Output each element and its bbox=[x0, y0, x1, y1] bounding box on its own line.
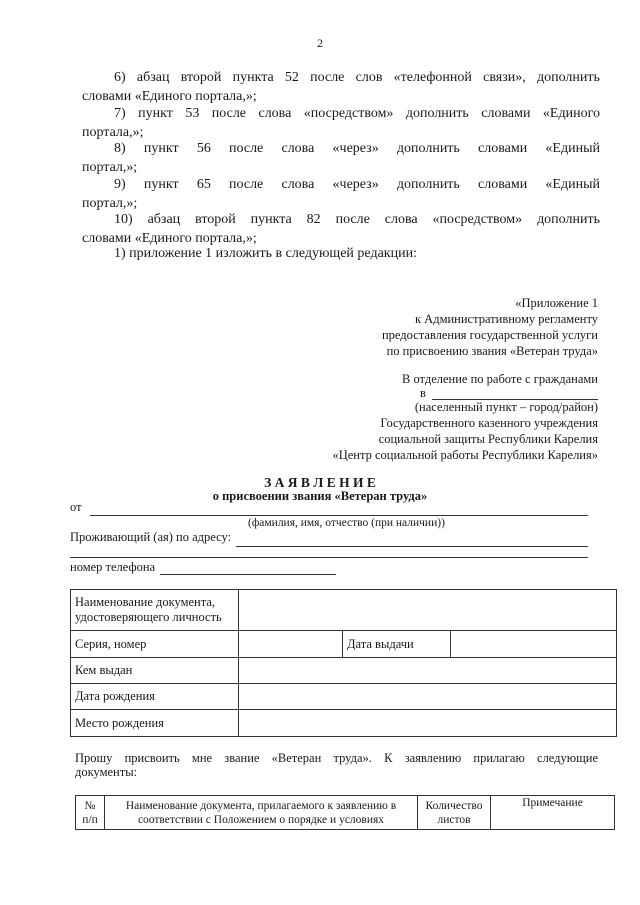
cell-issued-by: Кем выдан bbox=[71, 658, 239, 684]
word: слова bbox=[258, 106, 292, 121]
word: абзац bbox=[136, 70, 170, 85]
name-hint: (фамилия, имя, отчество (при наличии)) bbox=[248, 517, 445, 529]
phone-line bbox=[160, 574, 336, 575]
cell-issue-date: Дата выдачи bbox=[343, 631, 451, 658]
word: пункта bbox=[232, 70, 274, 85]
documents-table bbox=[75, 795, 615, 830]
word: дополнить bbox=[396, 141, 460, 156]
word: звание bbox=[224, 751, 260, 765]
word: дополнить bbox=[537, 212, 600, 227]
word: заявлению bbox=[404, 751, 462, 765]
cell-issue-date-value bbox=[451, 631, 617, 658]
item-number: 8) bbox=[114, 141, 126, 156]
addressee-in: в bbox=[420, 386, 426, 400]
item-8-line2: портал,»; bbox=[82, 160, 138, 175]
identity-table bbox=[70, 589, 617, 737]
word: слов bbox=[355, 70, 383, 85]
header-note: Примечание bbox=[491, 796, 615, 830]
request-line2: документы: bbox=[75, 765, 138, 779]
word: после bbox=[229, 177, 264, 192]
cell-series-value bbox=[239, 631, 343, 658]
word: после bbox=[335, 212, 370, 227]
table-row bbox=[71, 590, 617, 631]
word: «Ветеран bbox=[271, 751, 322, 765]
word: связи», bbox=[483, 70, 526, 85]
address-label: Проживающий (ая) по адресу: bbox=[70, 530, 232, 544]
form-title: З А Я В Л Е Н И Е bbox=[264, 475, 376, 490]
word: «Единый bbox=[545, 177, 600, 192]
word: 65 bbox=[196, 177, 211, 192]
cell-issued-by-value bbox=[239, 658, 617, 684]
addressee-line: социальной защиты Республики Карелия bbox=[378, 432, 598, 446]
table-row bbox=[71, 710, 617, 737]
item-6-line1 bbox=[114, 70, 600, 86]
word: присвоить bbox=[124, 751, 180, 765]
item-9-line2: портал,»; bbox=[82, 196, 138, 211]
from-label: от bbox=[70, 500, 82, 514]
word: слова bbox=[281, 141, 315, 156]
addressee-line: В отделение по работе с гражданами bbox=[401, 372, 598, 386]
word: следующие bbox=[537, 751, 598, 765]
word: абзац bbox=[147, 212, 181, 227]
cell-birth-date: Дата рождения bbox=[71, 684, 239, 710]
word: «через» bbox=[332, 141, 379, 156]
addressee-line: Государственного казенного учреждения bbox=[380, 416, 598, 430]
item-1-line: 1) приложение 1 изложить в следующей редакции: bbox=[114, 246, 417, 261]
word: пункт bbox=[143, 177, 179, 192]
word: прилагаю bbox=[473, 751, 525, 765]
header-quantity: Количество листов bbox=[418, 796, 491, 830]
addressee-line: «Центр социальной работы Республики Карелия» bbox=[332, 448, 598, 462]
addressee-hint: (населенный пункт – город/район) bbox=[414, 400, 598, 414]
word: «Единого bbox=[542, 106, 600, 121]
table-header-row bbox=[76, 796, 615, 830]
word: дополнить bbox=[396, 177, 460, 192]
word: второй bbox=[180, 70, 222, 85]
word: после bbox=[310, 70, 345, 85]
table-row bbox=[71, 631, 617, 658]
word: пункта bbox=[250, 212, 292, 227]
word: дополнить bbox=[405, 106, 469, 121]
word: «Единый bbox=[545, 141, 600, 156]
item-number: 9) bbox=[114, 177, 126, 192]
item-6-line2: словами «Единого портала,»; bbox=[82, 89, 257, 104]
table-row bbox=[71, 684, 617, 710]
word: мне bbox=[191, 751, 213, 765]
item-number: 7) bbox=[114, 106, 126, 121]
cell-doc-name-value bbox=[239, 590, 617, 631]
word: пункт bbox=[138, 106, 173, 121]
item-10-line2: словами «Единого портала,»; bbox=[82, 231, 257, 246]
word: дополнить bbox=[536, 70, 600, 85]
word: 82 bbox=[306, 212, 321, 227]
word: Прошу bbox=[75, 751, 113, 765]
cell-birth-place: Место рождения bbox=[71, 710, 239, 737]
word: «телефонной bbox=[393, 70, 472, 85]
word: труда». bbox=[333, 751, 372, 765]
word: словами bbox=[481, 106, 531, 121]
cell-birth-place-value bbox=[239, 710, 617, 737]
item-10-line1 bbox=[114, 212, 600, 228]
appendix-title: «Приложение 1 bbox=[515, 296, 598, 310]
page-number: 2 bbox=[317, 36, 323, 50]
cell-series: Серия, номер bbox=[71, 631, 239, 658]
word: после bbox=[229, 141, 264, 156]
word: «через» bbox=[332, 177, 379, 192]
address-line-2 bbox=[70, 557, 588, 558]
cell-doc-name: Наименование документа, удостоверяющего личность bbox=[71, 590, 239, 631]
table-row bbox=[71, 658, 617, 684]
word: словами bbox=[478, 177, 528, 192]
word: 56 bbox=[196, 141, 211, 156]
form-subtitle: о присвоении звания «Ветеран труда» bbox=[212, 489, 428, 503]
word: словами bbox=[478, 141, 528, 156]
word: после bbox=[211, 106, 247, 121]
word: К bbox=[384, 751, 393, 765]
item-9-line1 bbox=[114, 177, 600, 193]
word: 52 bbox=[284, 70, 299, 85]
word: «посредством» bbox=[432, 212, 523, 227]
appendix-line: к Административному регламенту bbox=[414, 312, 598, 326]
item-8-line1 bbox=[114, 141, 600, 157]
name-line bbox=[90, 515, 588, 516]
word: второй bbox=[195, 212, 236, 227]
address-line bbox=[236, 546, 588, 547]
header-doc-name: Наименование документа, прилагаемого к заявлению в соответствии с Положением о порядке и условиях bbox=[105, 796, 418, 830]
item-7-line2: портала,»; bbox=[82, 125, 144, 140]
word: 53 bbox=[185, 106, 200, 121]
word: слова bbox=[281, 177, 315, 192]
request-line1 bbox=[75, 751, 598, 766]
word: слова bbox=[384, 212, 418, 227]
header-num: № п/п bbox=[76, 796, 105, 830]
item-number: 6) bbox=[114, 70, 126, 85]
word: пункт bbox=[143, 141, 179, 156]
item-7-line1 bbox=[114, 106, 600, 122]
word: «посредством» bbox=[303, 106, 394, 121]
cell-birth-date-value bbox=[239, 684, 617, 710]
appendix-line: по присвоению звания «Ветеран труда» bbox=[386, 344, 598, 358]
phone-label: номер телефона bbox=[70, 560, 156, 574]
appendix-line: предоставления государственной услуги bbox=[381, 328, 598, 342]
item-number: 10) bbox=[114, 212, 133, 227]
